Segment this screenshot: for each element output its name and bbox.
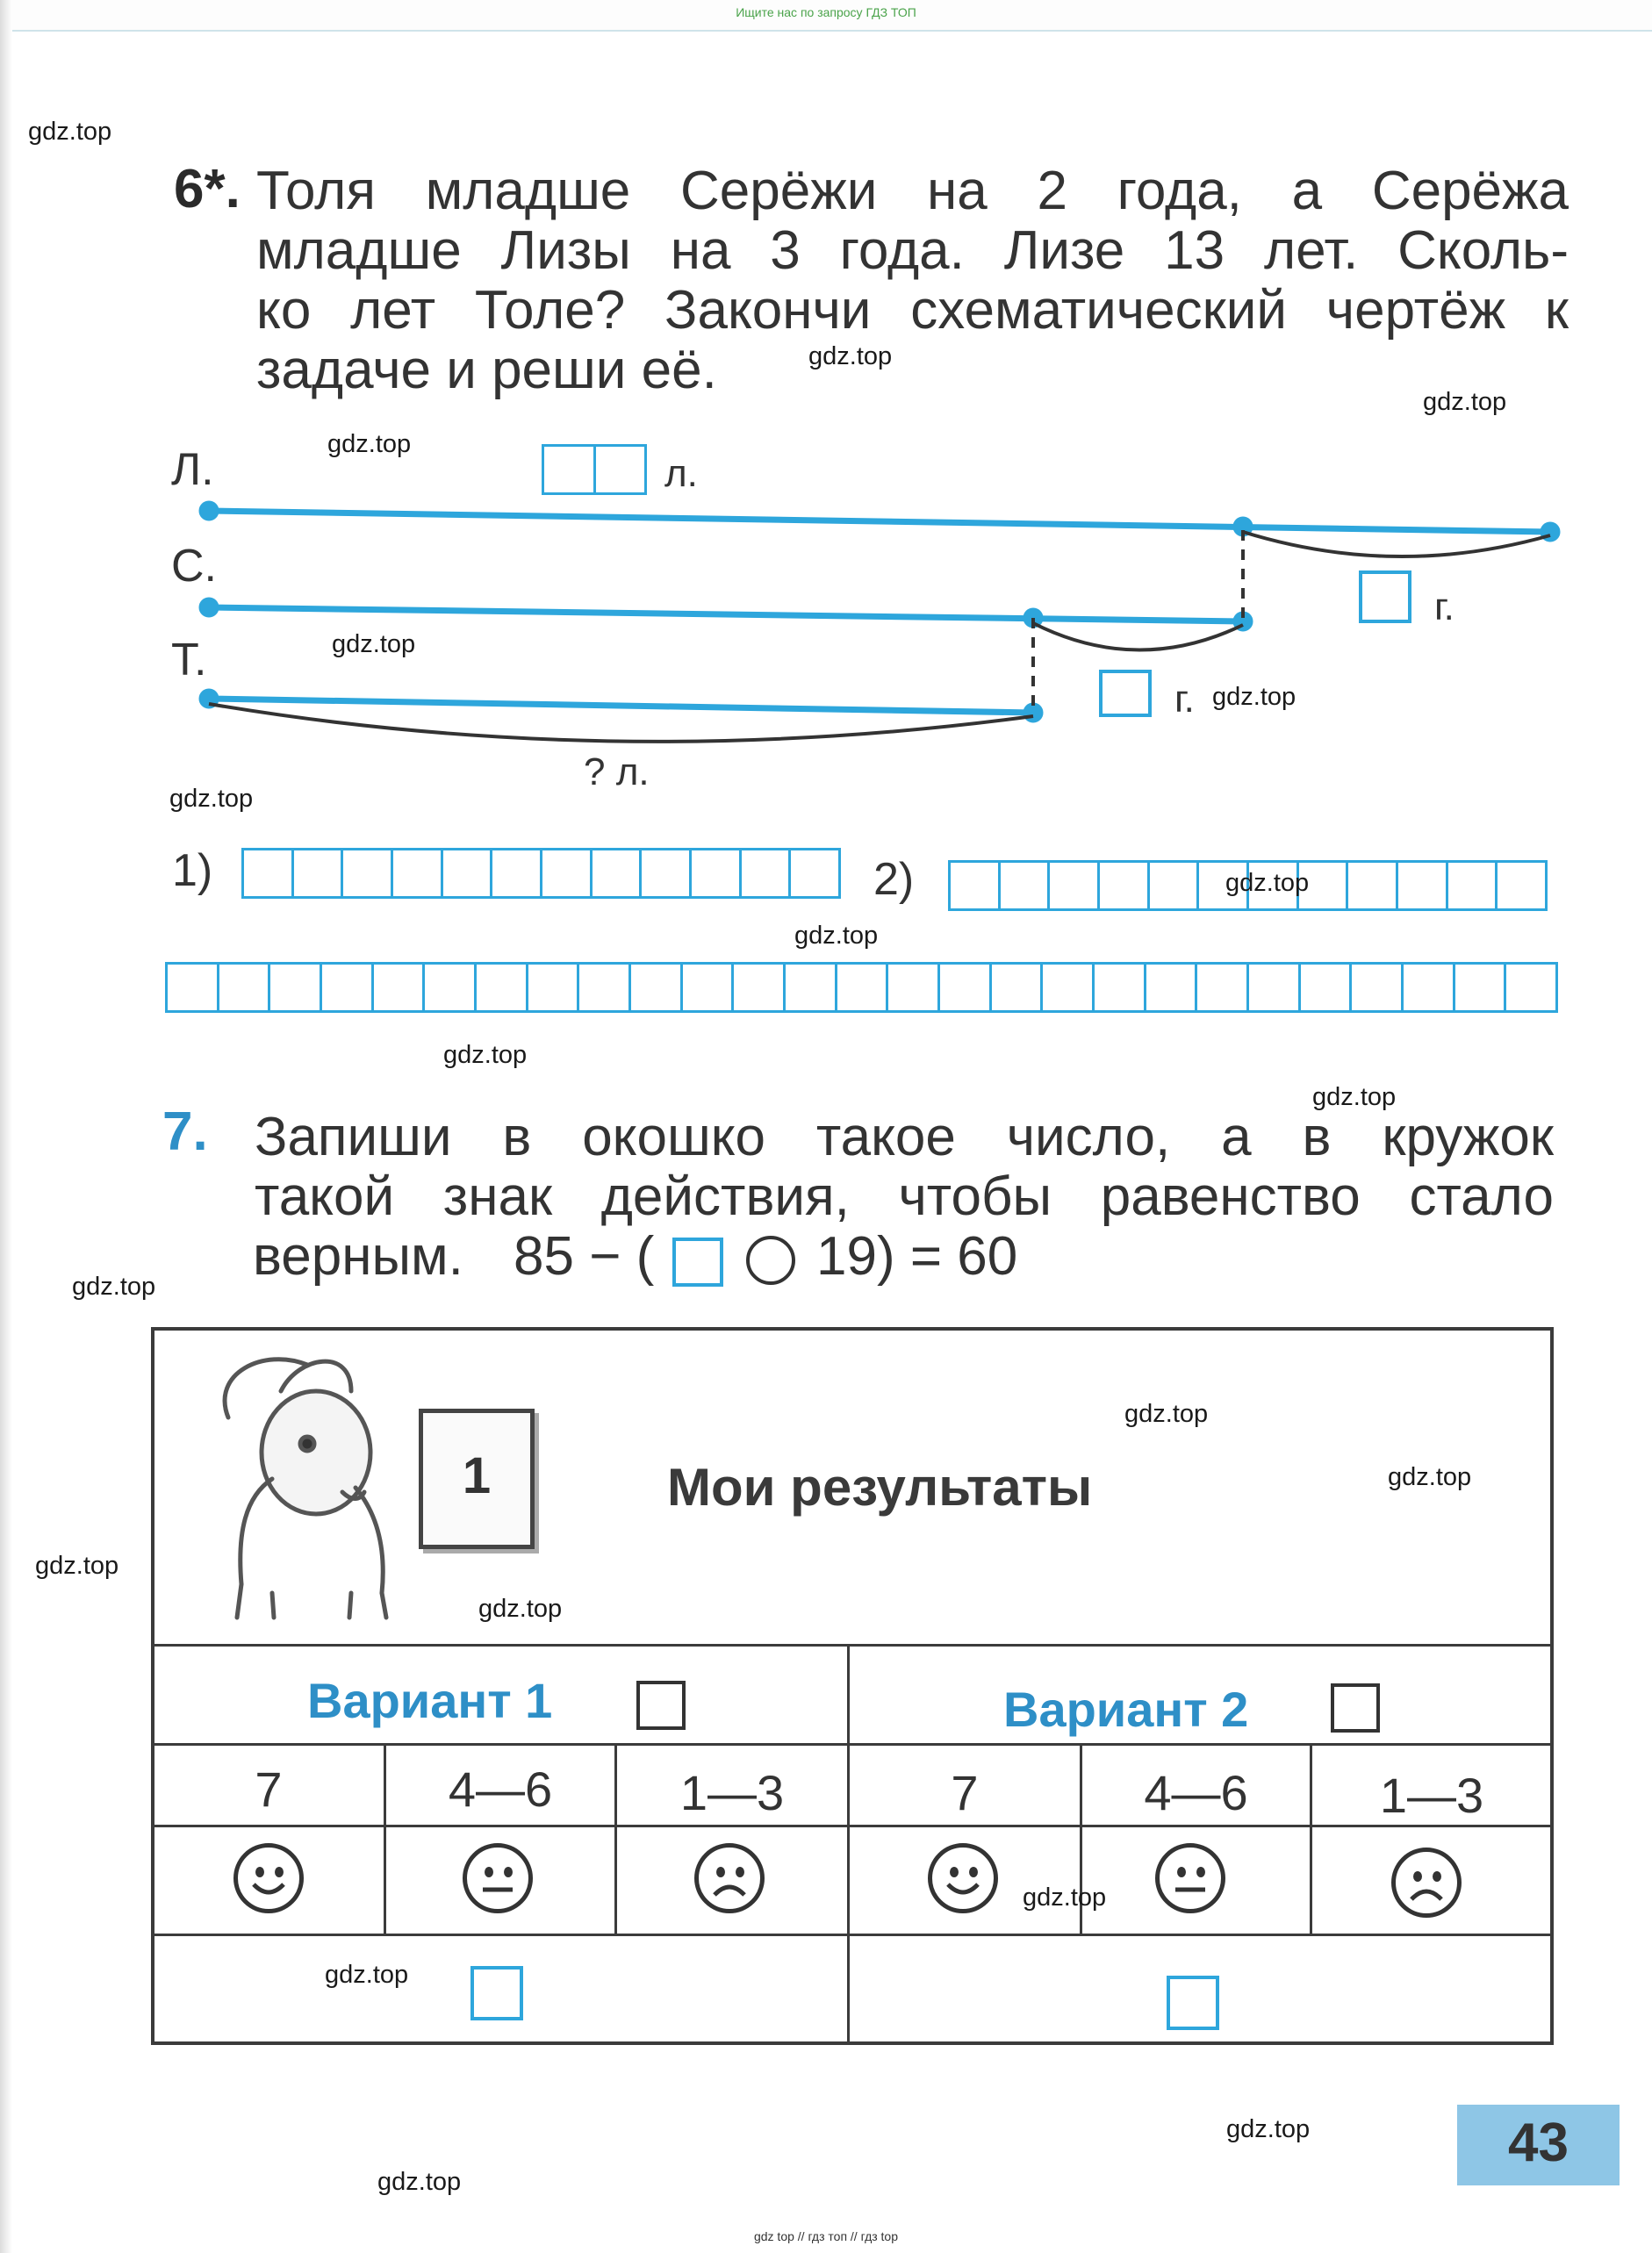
watermark: gdz.top bbox=[1312, 1083, 1397, 1111]
goat-horn-right bbox=[281, 1361, 351, 1391]
task7-number: 7. bbox=[162, 1101, 208, 1162]
watermark: gdz.top bbox=[28, 118, 112, 146]
watermark: gdz.top bbox=[1212, 683, 1296, 711]
variant-1-label: Вариант 1 bbox=[307, 1673, 553, 1728]
result-badge-number: 1 bbox=[462, 1447, 492, 1504]
watermark: gdz.top bbox=[332, 630, 416, 658]
results-divider-3 bbox=[151, 1825, 1554, 1827]
watermark: gdz.top bbox=[1226, 2115, 1311, 2143]
results-divider-1 bbox=[151, 1644, 1554, 1647]
task7-expression-end: 19) = 60 bbox=[816, 1226, 1018, 1287]
watermark: gdz.top bbox=[327, 430, 412, 458]
segment-tolya bbox=[209, 699, 1033, 713]
goat-legs bbox=[237, 1584, 386, 1618]
solution-1-cells[interactable] bbox=[241, 848, 841, 899]
goat-eye bbox=[300, 1437, 314, 1451]
watermark: gdz.top bbox=[72, 1273, 156, 1301]
watermark: gdz.top bbox=[443, 1041, 528, 1069]
results-divider-4 bbox=[151, 1934, 1554, 1936]
watermark: gdz.top bbox=[1023, 1883, 1107, 1912]
task6-line2: младше Лизы на 3 года. Лизе 13 лет. Сколь- bbox=[256, 220, 1569, 281]
task7-expression-start: 85 − ( bbox=[514, 1226, 655, 1287]
label-tolya: Т. bbox=[171, 635, 207, 685]
watermark: gdz.top bbox=[169, 785, 254, 813]
number-answer-box[interactable] bbox=[672, 1238, 723, 1287]
variant-2-label: Вариант 2 bbox=[1003, 1682, 1249, 1737]
score-v1-high: 7 bbox=[255, 1762, 283, 1817]
watermark: gdz.top bbox=[794, 922, 879, 950]
solution-1-label: 1) bbox=[172, 845, 213, 896]
difference-2-box[interactable] bbox=[1099, 670, 1152, 717]
task6-line4: задаче и реши её. bbox=[256, 340, 717, 400]
top-banner-text: Ищите нас по запросу ГДЗ ТОП bbox=[736, 5, 916, 19]
happy-face-icon-2[interactable] bbox=[928, 1843, 998, 1913]
top-banner bbox=[0, 0, 1652, 32]
unit-years-difference: г. bbox=[1434, 585, 1454, 628]
goat-illustration bbox=[176, 1338, 439, 1628]
brace-3-years bbox=[1243, 532, 1550, 556]
score-v2-low: 1—3 bbox=[1379, 1768, 1484, 1823]
task7-line3-word: верным. bbox=[253, 1226, 463, 1287]
segment-liza bbox=[209, 511, 1550, 532]
watermark: gdz.top bbox=[377, 2168, 462, 2196]
unit-years-liza: л. bbox=[664, 452, 698, 495]
watermark: gdz.top bbox=[1124, 1400, 1209, 1428]
task7-line1: Запиши в окошко такое число, а в кружок bbox=[255, 1107, 1554, 1167]
unit-years-difference-2: г. bbox=[1174, 678, 1195, 721]
difference-3-box[interactable] bbox=[1359, 570, 1411, 623]
point-seryozha-start bbox=[202, 600, 216, 614]
watermark: gdz.top bbox=[35, 1552, 119, 1580]
brace-2-years bbox=[1033, 623, 1243, 650]
sad-face-icon-2[interactable] bbox=[1391, 1848, 1462, 1918]
neutral-face-icon-2[interactable] bbox=[1155, 1843, 1225, 1913]
watermark: gdz.top bbox=[1423, 388, 1507, 416]
watermark: gdz.top bbox=[1225, 869, 1310, 897]
page-fold-shadow bbox=[0, 0, 12, 2253]
task7-line2: такой знак действия, чтобы равенство стало bbox=[255, 1166, 1554, 1227]
question-tolya-age: ? л. bbox=[584, 750, 650, 793]
operation-answer-circle[interactable] bbox=[746, 1236, 795, 1285]
watermark: gdz.top bbox=[325, 1961, 409, 1989]
sad-face-icon[interactable] bbox=[694, 1843, 765, 1913]
neutral-face-icon[interactable] bbox=[463, 1843, 533, 1913]
goat-body-back bbox=[356, 1488, 383, 1593]
watermark: gdz.top bbox=[478, 1595, 563, 1623]
task6-line3: ко лет Толе? Закончи схематический чертёж к bbox=[256, 280, 1569, 341]
result-badge bbox=[419, 1409, 535, 1549]
label-seryozha: С. bbox=[171, 541, 217, 592]
goat-head bbox=[262, 1391, 370, 1514]
happy-face-icon[interactable] bbox=[233, 1843, 304, 1913]
goat-neck bbox=[241, 1479, 272, 1584]
task6-line1: Толя младше Серёжи на 2 года, а Серёжа bbox=[256, 161, 1569, 221]
bottom-banner: gdz top // гдз топ // гдз top bbox=[753, 2229, 899, 2243]
variant-1-result-box[interactable] bbox=[470, 1966, 523, 2020]
results-divider-2 bbox=[151, 1743, 1554, 1746]
variant-1-checkbox[interactable] bbox=[636, 1681, 686, 1730]
results-title: Мои результаты bbox=[667, 1458, 1093, 1517]
variant-2-checkbox[interactable] bbox=[1331, 1683, 1380, 1733]
score-v1-low: 1—3 bbox=[679, 1765, 785, 1820]
watermark: gdz.top bbox=[1388, 1463, 1472, 1491]
segment-seryozha bbox=[209, 607, 1243, 621]
answer-cells[interactable] bbox=[165, 962, 1558, 1013]
page-number: 43 bbox=[1508, 2113, 1569, 2173]
point-liza-start bbox=[202, 504, 216, 518]
results-divider-variants bbox=[847, 1644, 850, 2045]
variant-2-result-box[interactable] bbox=[1167, 1976, 1219, 2030]
score-v1-mid: 4—6 bbox=[448, 1762, 553, 1817]
watermark: gdz.top bbox=[808, 342, 893, 370]
label-liza: Л. bbox=[171, 444, 214, 495]
score-v2-mid: 4—6 bbox=[1144, 1765, 1248, 1820]
task6-number: 6*. bbox=[174, 159, 241, 219]
score-v2-high: 7 bbox=[951, 1765, 979, 1820]
solution-2-label: 2) bbox=[873, 854, 915, 905]
page-number-tab bbox=[1457, 2105, 1620, 2185]
